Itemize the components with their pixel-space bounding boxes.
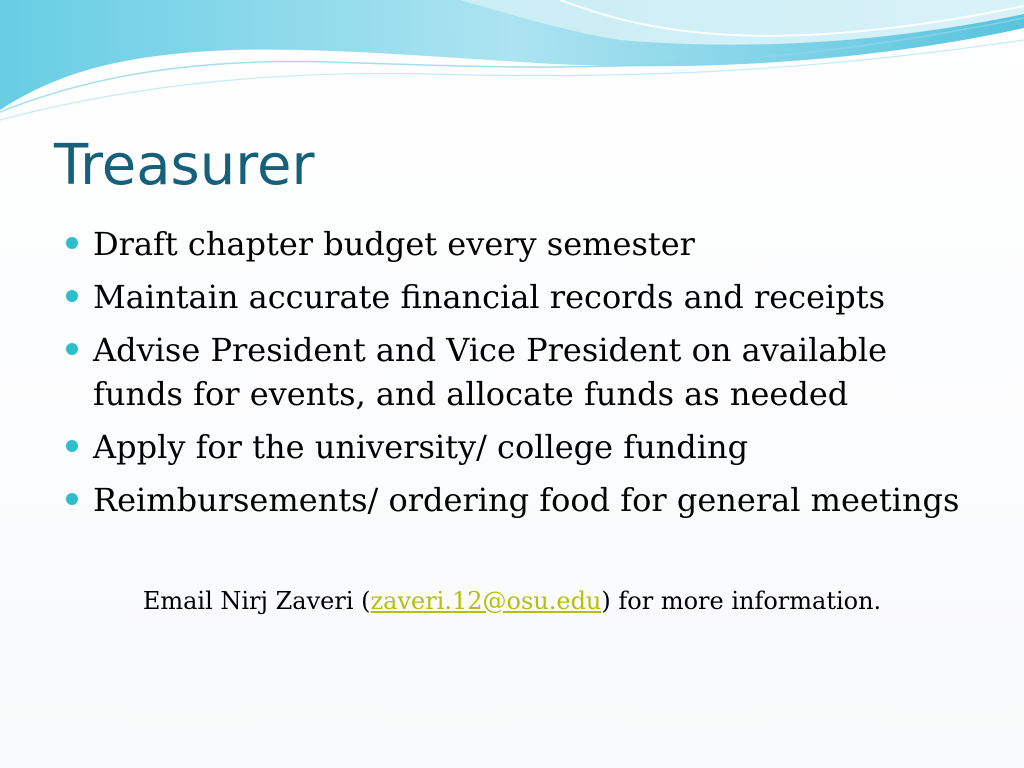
bullet-text: Apply for the university/ college funding [93, 428, 749, 466]
bullet-dot-icon [66, 343, 78, 355]
contact-note [0, 583, 1024, 619]
bullet-text: Advise President and Vice President on available funds for events, and allocate funds as needed [93, 331, 888, 413]
bullet-item [64, 425, 974, 469]
contact-note-prefix: Email Nirj Zaveri ( [142, 587, 371, 615]
email-link[interactable]: zaveri.12@osu.edu [370, 587, 602, 615]
bullet-item [64, 222, 974, 266]
bullet-text: Reimbursements/ ordering food for general meetings [93, 481, 960, 519]
slide-title: Treasurer [54, 133, 315, 198]
bullet-item [64, 328, 974, 416]
contact-note-suffix: ) for more information. [601, 587, 882, 615]
bullet-text: Maintain accurate financial records and receipts [93, 278, 886, 316]
bullet-list [64, 222, 974, 531]
bullet-item [64, 275, 974, 319]
bullet-text: Draft chapter budget every semester [93, 225, 695, 263]
bullet-dot-icon [66, 290, 78, 302]
bullet-dot-icon [66, 493, 78, 505]
bullet-item [64, 478, 974, 522]
bullet-dot-icon [66, 440, 78, 452]
bullet-dot-icon [66, 237, 78, 249]
wave-decoration [0, 0, 1024, 130]
